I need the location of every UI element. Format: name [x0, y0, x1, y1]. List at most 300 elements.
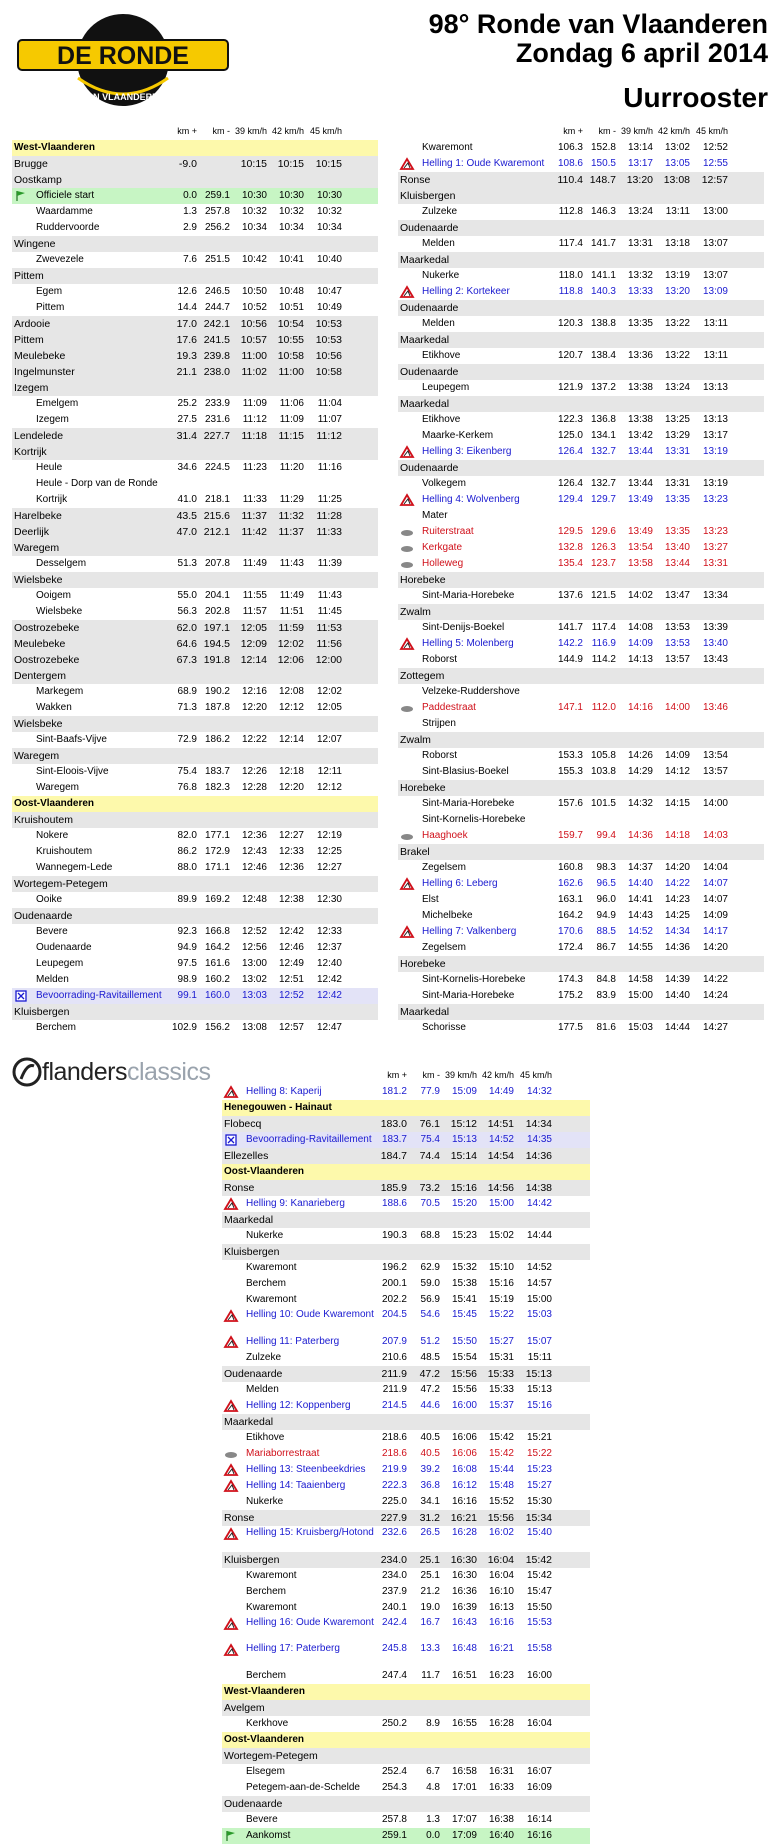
town-row: [12, 332, 378, 348]
time-39: 12:16: [241, 686, 267, 697]
column-header-0: km +: [387, 1070, 407, 1080]
km-minus: 169.2: [204, 894, 230, 905]
region-row: [222, 1100, 590, 1116]
km-minus: 21.2: [420, 1586, 440, 1597]
time-39: 12:09: [240, 638, 267, 650]
km-plus: 183.7: [381, 1134, 407, 1145]
time-42: 13:53: [664, 622, 690, 633]
sponsor-part1: flanders: [42, 1057, 127, 1086]
town-row: [398, 732, 764, 748]
schedule-row: [398, 236, 764, 252]
schedule-row: [398, 380, 764, 396]
location-name: Horebeke: [400, 574, 446, 586]
km-plus: 214.5: [381, 1400, 407, 1411]
location-name: Helling 11: Paterberg: [246, 1336, 340, 1347]
schedule-row: [398, 492, 764, 508]
time-39: 11:12: [242, 414, 267, 425]
time-42: 12:36: [278, 862, 304, 873]
time-42: 13:53: [664, 638, 690, 649]
time-39: 11:00: [241, 350, 267, 362]
schedule-row: [398, 812, 764, 828]
time-42: 12:27: [278, 830, 304, 841]
time-39: 14:58: [627, 974, 653, 985]
km-plus: 247.4: [381, 1670, 407, 1681]
km-minus: 126.3: [590, 542, 616, 553]
location-name: Maarkedal: [400, 1006, 450, 1018]
time-45: 14:07: [702, 878, 728, 889]
time-42: 16:40: [488, 1830, 514, 1841]
km-plus: 68.9: [177, 686, 197, 697]
time-42: 11:09: [279, 414, 304, 425]
region-row: [222, 1164, 590, 1180]
flanders-classics-icon: [12, 1057, 42, 1087]
km-plus: 122.3: [557, 414, 583, 425]
schedule-row: [222, 1132, 590, 1148]
time-39: 14:40: [627, 878, 653, 889]
time-39: 10:57: [240, 334, 267, 346]
time-42: 15:27: [488, 1336, 514, 1347]
location-name: Berchem: [246, 1586, 287, 1597]
location-name: Elst: [422, 894, 439, 905]
schedule-row: [398, 540, 764, 556]
km-plus: 177.5: [557, 1022, 583, 1033]
schedule-row: [398, 764, 764, 780]
km-minus: 25.1: [419, 1554, 440, 1566]
time-39: 12:52: [241, 926, 267, 937]
km-plus: 183.0: [380, 1118, 407, 1130]
time-45: 10:30: [316, 190, 342, 201]
location-name: Sint-Kornelis-Horebeke: [422, 974, 526, 985]
time-45: 13:54: [702, 750, 728, 761]
time-42: 16:13: [488, 1602, 514, 1613]
km-plus: 190.3: [381, 1230, 407, 1241]
km-plus: 72.9: [177, 734, 197, 745]
location-name: Helling 14: Taaienberg: [246, 1480, 346, 1491]
time-45: 11:12: [316, 430, 342, 442]
schedule-row: [398, 988, 764, 1004]
schedule-row: [222, 1828, 590, 1844]
time-39: 13:35: [627, 318, 653, 329]
time-42: 16:16: [488, 1617, 514, 1628]
km-plus: 196.2: [381, 1262, 407, 1273]
time-39: 16:06: [451, 1432, 477, 1443]
time-45: 14:34: [525, 1118, 552, 1130]
km-minus: 212.1: [203, 526, 230, 538]
location-name: Mariaborrestraat: [246, 1448, 320, 1459]
town-row: [12, 508, 378, 524]
town-row: [12, 364, 378, 380]
schedule-row: [222, 1668, 590, 1684]
time-42: 15:52: [488, 1496, 514, 1507]
time-39: 13:44: [627, 478, 653, 489]
town-row: [398, 572, 764, 588]
location-name: Nukerke: [246, 1230, 284, 1241]
schedule-column-3: [222, 1070, 590, 1844]
time-45: 12:27: [316, 862, 342, 873]
time-39: 16:16: [451, 1496, 477, 1507]
km-minus: 177.1: [204, 830, 230, 841]
location-name: Berchem: [246, 1278, 287, 1289]
km-minus: 6.7: [426, 1766, 440, 1777]
time-45: 15:27: [526, 1480, 552, 1491]
km-minus: 136.8: [590, 414, 616, 425]
schedule-row: [12, 588, 378, 604]
time-45: 15:22: [526, 1448, 552, 1459]
time-39: 12:26: [241, 766, 267, 777]
km-plus: 56.3: [177, 606, 197, 617]
time-42: 12:51: [278, 974, 304, 985]
climb-icon: [224, 1618, 238, 1630]
region-row: [12, 140, 378, 156]
time-42: 14:52: [488, 1134, 514, 1145]
time-42: 10:55: [277, 334, 304, 346]
town-row: [398, 460, 764, 476]
location-name: Zegelsem: [422, 942, 466, 953]
location-name: Maarkedal: [400, 334, 450, 346]
km-minus: 191.8: [203, 654, 230, 666]
location-name: Helling 16: Oude Kwaremont: [246, 1617, 374, 1628]
km-minus: 202.8: [204, 606, 230, 617]
km-plus: 120.7: [557, 350, 583, 361]
km-minus: 40.5: [420, 1432, 440, 1443]
schedule-row: [12, 972, 378, 988]
column-header: [398, 126, 764, 140]
title-block: [429, 10, 768, 114]
time-39: 13:42: [627, 430, 653, 441]
time-39: 12:46: [241, 862, 267, 873]
time-39: 10:50: [241, 286, 267, 297]
km-plus: 163.1: [557, 894, 583, 905]
time-42: 13:24: [664, 382, 690, 393]
location-name: Petegem-aan-de-Schelde: [246, 1782, 360, 1793]
column-header-4: 45 km/h: [695, 126, 728, 136]
location-name: Wielsbeke: [14, 718, 63, 730]
time-45: 13:46: [702, 702, 728, 713]
column-header-1: km -: [422, 1070, 440, 1080]
time-39: 12:48: [241, 894, 267, 905]
km-minus: 16.7: [420, 1617, 440, 1628]
location-name: Ruiterstraat: [422, 526, 474, 537]
time-45: 14:04: [702, 862, 728, 873]
km-minus: 187.8: [204, 702, 230, 713]
town-row: [398, 780, 764, 796]
location-name: Meulebeke: [14, 638, 66, 650]
km-plus: 227.9: [380, 1512, 407, 1524]
flanders-classics-logo: [12, 1055, 210, 1089]
location-name: Haaghoek: [422, 830, 468, 841]
time-42: 11:00: [278, 366, 304, 378]
town-row: [12, 540, 378, 556]
time-45: 13:11: [703, 318, 728, 329]
time-45: 16:14: [526, 1814, 552, 1825]
km-plus: 64.6: [176, 638, 197, 650]
schedule-row: [12, 556, 378, 572]
km-plus: 234.0: [380, 1554, 407, 1566]
time-42: 16:33: [488, 1782, 514, 1793]
time-42: 15:00: [488, 1198, 514, 1209]
time-42: 14:18: [664, 830, 690, 841]
time-39: 15:56: [451, 1384, 477, 1395]
schedule-row: [12, 956, 378, 972]
time-45: 12:33: [316, 926, 342, 937]
time-45: 14:03: [702, 830, 728, 841]
time-39: 16:51: [451, 1670, 477, 1681]
time-42: 12:02: [277, 638, 304, 650]
km-plus: 172.4: [557, 942, 583, 953]
location-name: Brakel: [400, 846, 430, 858]
time-45: 13:17: [702, 430, 728, 441]
km-minus: 218.1: [204, 494, 230, 505]
km-minus: 54.6: [420, 1309, 440, 1320]
schedule-row: [222, 1568, 590, 1584]
km-plus: 234.0: [381, 1570, 407, 1581]
time-42: 13:47: [664, 590, 690, 601]
km-plus: 211.9: [381, 1368, 407, 1380]
time-45: 12:40: [316, 958, 342, 969]
location-name: Kortrijk: [36, 494, 68, 505]
town-row: [398, 220, 764, 236]
location-name: Holleweg: [422, 558, 464, 569]
schedule-row: [222, 1462, 590, 1478]
time-39: 14:26: [627, 750, 653, 761]
km-minus: 134.1: [590, 430, 616, 441]
location-name: Kluisbergen: [400, 190, 456, 202]
km-minus: 0.0: [426, 1830, 440, 1841]
time-45: 12:05: [316, 702, 342, 713]
schedule-row: [12, 460, 378, 476]
location-name: Heule - Dorp van de Ronde: [36, 478, 158, 489]
km-minus: 96.0: [596, 894, 616, 905]
time-45: 10:15: [315, 158, 342, 170]
logo-sub: VAN VLAANDEREN: [81, 92, 165, 102]
km-minus: 77.9: [420, 1086, 440, 1097]
km-minus: 105.8: [590, 750, 616, 761]
location-name: West-Vlaanderen: [14, 142, 95, 153]
km-plus: 252.4: [381, 1766, 407, 1777]
km-plus: 132.8: [557, 542, 583, 553]
location-name: Roborst: [422, 750, 458, 761]
town-row: [398, 396, 764, 412]
km-minus: 4.8: [426, 1782, 440, 1793]
time-45: 12:00: [315, 654, 342, 666]
town-row: [12, 380, 378, 396]
km-plus: 157.6: [557, 798, 583, 809]
time-39: 11:33: [242, 494, 267, 505]
time-45: 15:03: [526, 1309, 552, 1320]
location-name: Horebeke: [400, 782, 446, 794]
time-42: 15:33: [487, 1368, 514, 1380]
time-42: 13:05: [664, 158, 690, 169]
schedule-row: [222, 1228, 590, 1244]
km-plus: 144.9: [557, 654, 583, 665]
schedule-column-2: [398, 126, 764, 1036]
location-name: Melden: [246, 1384, 279, 1395]
time-45: 14:22: [702, 974, 728, 985]
location-name: Sint-Eloois-Vijve: [36, 766, 109, 777]
location-name: Helling 13: Steenbeekdries: [246, 1464, 366, 1475]
time-39: 15:03: [627, 1022, 653, 1033]
time-42: 14:49: [488, 1086, 514, 1097]
km-plus: 27.5: [177, 414, 197, 425]
km-minus: 112.0: [591, 702, 616, 713]
km-minus: 183.7: [204, 766, 230, 777]
km-plus: 242.4: [381, 1617, 407, 1628]
town-row: [398, 1004, 764, 1020]
town-row: [222, 1414, 590, 1430]
time-39: 12:56: [241, 942, 267, 953]
schedule-row: [12, 700, 378, 716]
location-name: Wortegem-Petegem: [224, 1750, 318, 1762]
km-minus: 257.8: [204, 206, 230, 217]
location-name: Oudenaarde: [36, 942, 92, 953]
time-45: 14:20: [702, 942, 728, 953]
time-42: 11:51: [279, 606, 304, 617]
time-39: 16:12: [451, 1480, 477, 1491]
time-39: 10:15: [240, 158, 267, 170]
km-minus: 26.5: [420, 1527, 440, 1538]
location-name: Oudenaarde: [224, 1368, 283, 1380]
location-name: Etikhove: [246, 1432, 285, 1443]
km-minus: 96.5: [596, 878, 616, 889]
time-42: 10:34: [278, 222, 304, 233]
town-row: [222, 1510, 590, 1526]
km-plus: 121.9: [557, 382, 583, 393]
location-name: Kwaremont: [246, 1262, 297, 1273]
km-minus: 256.2: [204, 222, 230, 233]
time-45: 13:09: [702, 286, 728, 297]
km-plus: 106.3: [557, 142, 583, 153]
time-42: 14:51: [487, 1118, 514, 1130]
schedule-row: [222, 1350, 590, 1366]
column-header-2: 39 km/h: [444, 1070, 477, 1080]
km-plus: 118.0: [558, 270, 583, 281]
time-39: 16:48: [451, 1643, 477, 1654]
km-minus: 34.1: [420, 1496, 440, 1507]
time-42: 12:38: [278, 894, 304, 905]
town-row: [222, 1212, 590, 1228]
schedule-row: [398, 156, 764, 172]
schedule-row: [222, 1382, 590, 1398]
town-row: [222, 1244, 590, 1260]
location-name: Oudenaarde: [400, 462, 459, 474]
time-45: 13:07: [702, 270, 728, 281]
time-39: 14:13: [627, 654, 653, 665]
town-row: [12, 668, 378, 684]
km-plus: 97.5: [177, 958, 197, 969]
location-name: Helling 17: Paterberg: [246, 1643, 340, 1654]
location-name: Kluisbergen: [224, 1554, 280, 1566]
time-45: 15:13: [525, 1368, 552, 1380]
town-row: [398, 172, 764, 188]
time-42: 12:46: [278, 942, 304, 953]
location-name: Nukerke: [246, 1496, 284, 1507]
time-45: 12:19: [316, 830, 342, 841]
location-name: Bevoorrading-Ravitaillement: [246, 1134, 372, 1145]
km-minus: 83.9: [596, 990, 616, 1001]
time-42: 11:15: [278, 430, 304, 442]
km-plus: 1.3: [183, 206, 197, 217]
column-header-1: km -: [212, 126, 230, 136]
time-42: 13:20: [664, 286, 690, 297]
time-42: 12:14: [278, 734, 304, 745]
schedule-row: [398, 268, 764, 284]
schedule-row: [398, 716, 764, 732]
km-minus: 132.7: [590, 478, 616, 489]
km-minus: 75.4: [420, 1134, 440, 1145]
km-plus: 117.4: [558, 238, 583, 249]
km-minus: 241.5: [203, 334, 230, 346]
time-39: 15:20: [451, 1198, 477, 1209]
km-plus: 34.6: [177, 462, 197, 473]
km-plus: 71.3: [177, 702, 197, 713]
km-plus: 225.0: [381, 1496, 407, 1507]
schedule-row: [222, 1616, 590, 1642]
location-name: Sint-Baafs-Vijve: [36, 734, 107, 745]
column-header: [222, 1070, 590, 1084]
km-plus: 126.4: [557, 446, 583, 457]
location-name: Markegem: [36, 686, 84, 697]
time-45: 13:57: [702, 766, 728, 777]
time-45: 13:43: [702, 654, 728, 665]
cobblestone-icon: [224, 1448, 238, 1460]
time-42: 13:02: [664, 142, 690, 153]
time-45: 13:11: [703, 350, 728, 361]
sponsor-part2: classics: [126, 1057, 211, 1086]
time-42: 14:09: [664, 750, 690, 761]
time-45: 12:12: [316, 782, 342, 793]
time-39: 16:58: [451, 1766, 477, 1777]
time-45: 12:30: [316, 894, 342, 905]
time-39: 15:13: [451, 1134, 477, 1145]
km-minus: 84.8: [596, 974, 616, 985]
km-plus: 257.8: [381, 1814, 407, 1825]
schedule-row: [222, 1292, 590, 1308]
schedule-row: [398, 588, 764, 604]
location-name: Helling 6: Leberg: [422, 878, 498, 889]
time-42: 13:08: [663, 174, 690, 186]
time-39: 13:38: [627, 414, 653, 425]
km-plus: 99.1: [177, 990, 197, 1001]
time-39: 14:36: [627, 830, 653, 841]
schedule-row: [398, 508, 764, 524]
km-minus: 59.0: [420, 1278, 440, 1289]
schedule-row: [12, 764, 378, 780]
location-name: Sint-Maria-Horebeke: [422, 590, 515, 601]
time-45: 11:04: [317, 398, 342, 409]
km-minus: 98.3: [596, 862, 616, 873]
time-39: 15:32: [451, 1262, 477, 1273]
time-39: 13:14: [627, 142, 653, 153]
town-row: [398, 668, 764, 684]
time-39: 16:39: [451, 1602, 477, 1613]
time-45: 12:42: [316, 974, 342, 985]
location-name: Egem: [36, 286, 63, 297]
km-plus: 62.0: [176, 622, 197, 634]
schedule-row: [222, 1276, 590, 1292]
time-39: 15:45: [451, 1309, 477, 1320]
schedule-row: [398, 316, 764, 332]
region-row: [222, 1684, 590, 1700]
time-45: 10:32: [316, 206, 342, 217]
km-plus: 188.6: [381, 1198, 407, 1209]
location-name: Kwaremont: [422, 142, 473, 153]
location-name: Ingelmunster: [14, 366, 75, 378]
km-minus: 47.2: [419, 1368, 440, 1380]
km-minus: 99.4: [596, 830, 616, 841]
schedule-row: [12, 300, 378, 316]
time-42: 14:34: [664, 926, 690, 937]
km-plus: 200.1: [381, 1278, 407, 1289]
